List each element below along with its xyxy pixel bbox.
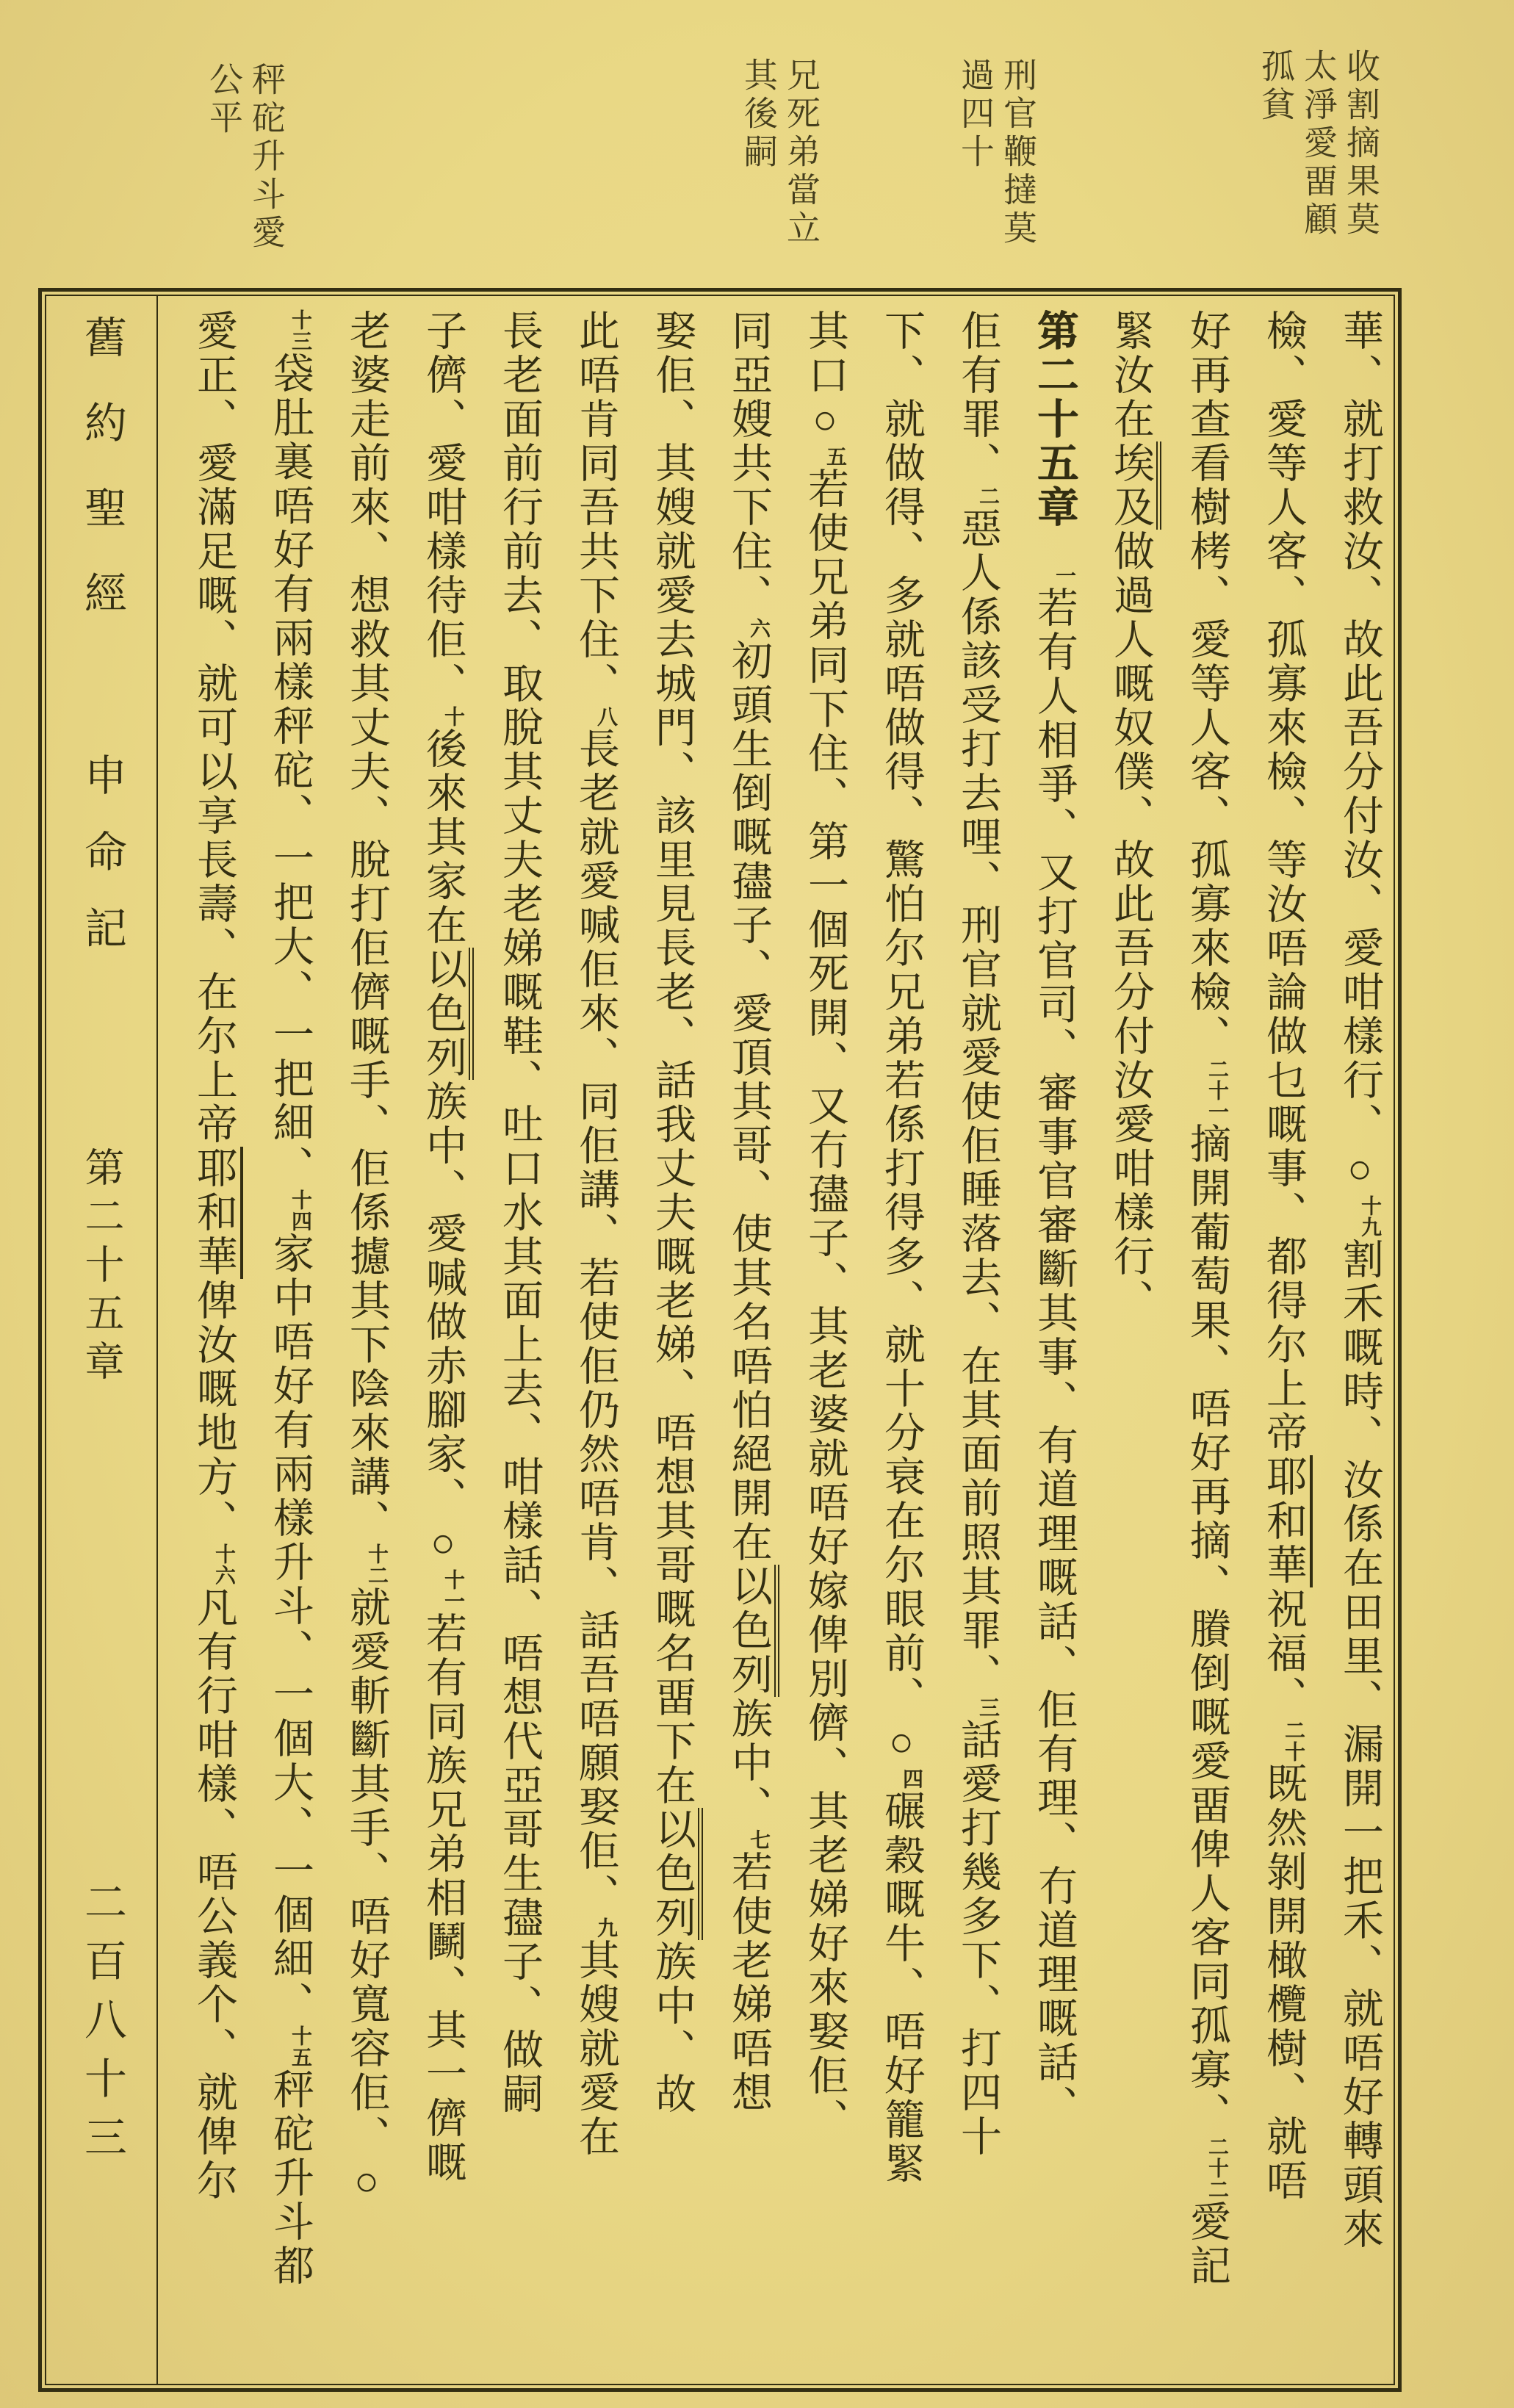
text-run: 既然剝開橄欖樹、就唔 [1261, 1762, 1306, 2203]
margin-note-flogging [949, 57, 1037, 248]
verse-number: 七 [747, 1829, 770, 1850]
verse-number: 十六 [212, 1543, 235, 1586]
margin-note-column: 兄死弟當立 [782, 57, 820, 248]
text-column [1263, 309, 1304, 2376]
text-run: 族中、愛喊做赤腳家、○ [420, 1080, 466, 1569]
text-run: 凡有行咁樣、唔公義个、就俾尔 [191, 1586, 237, 2203]
name-mark: 耶和華 [1261, 1455, 1313, 1587]
text-column [955, 309, 1001, 2376]
text-run: 摘開葡萄果、唔好再摘、賸倒嘅愛畱俾人客同孤寡、 [1184, 1122, 1230, 2136]
spacer [1054, 530, 1055, 565]
name-mark: 耶和華 [191, 1147, 243, 1279]
text-run: 子儕、愛咁樣待佢、 [420, 309, 466, 706]
text-run: 就愛斬斷其手、唔好寬容佢、○ [344, 1586, 389, 2207]
verse-number: 三 [976, 1697, 999, 1718]
text-run: 好再查看樹栲、愛等人客、孤寡來檢、 [1184, 309, 1230, 1059]
chapter-heading: 第二十五章 [1031, 309, 1077, 530]
text-run: 其口○ [802, 309, 848, 446]
chapter-title: 第二十五章 [79, 1147, 123, 1389]
text-run: 檢、愛等人客、孤寡來檢、等汝唔論做乜嘅事、都得尔上帝 [1261, 309, 1306, 1455]
text-run: 此唔肯同吾共下住、 [573, 309, 619, 706]
text-run: 若使老娣唔想 [726, 1850, 771, 2115]
verse-number: 二十一 [1205, 1059, 1228, 1122]
verse-number: 八 [594, 706, 617, 727]
text-column [1031, 309, 1077, 2376]
text-run: 割禾嘅時、汝係在田里、漏開一把禾、就唔好轉頭來 [1337, 1238, 1383, 2252]
text-run: 初頭生倒嘅孻子、愛頂其哥、使其名唔怕絕開在 [726, 639, 771, 1565]
verse-number: 十九 [1358, 1195, 1381, 1238]
verse-number: 二 [976, 486, 999, 507]
text-column [1110, 309, 1151, 2376]
margin-note-column: 其後嗣 [740, 57, 777, 172]
verse-number: 十 [441, 706, 464, 727]
text-column [346, 309, 387, 2376]
body-text [158, 296, 1394, 2384]
text-run: 做過人嘅奴僕、故此吾分付汝愛咁樣行、 [1108, 530, 1153, 1323]
place-mark: 以色列 [420, 948, 474, 1080]
section-title: 申命記 [78, 753, 126, 982]
place-mark: 以色列 [649, 1808, 703, 1940]
text-run: 族中、 [726, 1697, 771, 1829]
text-run: 老婆走前來、想救其丈夫、脫打佢儕嘅手、佢係攄其下陰來講、 [344, 309, 389, 1543]
book-title: 舊約聖經 [78, 315, 126, 656]
verse-number: 四 [900, 1768, 923, 1789]
text-column [728, 309, 769, 2376]
text-run: 祝福、 [1261, 1587, 1306, 1720]
title-column [46, 296, 158, 2384]
text-run: 若使兄弟同下住、第一個死開、又冇孻子、其老婆就唔好嫁俾別儕、其老娣好來娶佢、 [802, 467, 848, 2142]
margin-note-harvest [1250, 48, 1380, 239]
text-run: 緊汝在 [1108, 309, 1153, 441]
verse-number: 十四 [289, 1189, 311, 1232]
text-column [1186, 309, 1228, 2376]
margin-note-column: 太淨愛畱顧 [1299, 48, 1337, 239]
text-run: 長老面前行前去、取脫其丈夫老娣嘅鞋、吐口水其面上去、咁樣話、唔想代亞哥生孻子、做嗣 [497, 309, 542, 2116]
text-run: 若有同族兄弟相鬭、其一儕嘅 [420, 1612, 466, 2185]
place-mark: 埃及 [1108, 441, 1161, 530]
text-run: 佢有罪、 [955, 309, 1001, 486]
margin-note-column: 公平 [205, 62, 242, 138]
text-run: 娶佢、其嫂就愛去城門、該里見長老、話我丈夫嘅老娣、唔想其哥嘅名畱下在 [649, 309, 695, 1808]
text-run: 秤砣升斗都 [267, 2068, 313, 2288]
place-mark: 以色列 [726, 1565, 779, 1697]
margin-note-column: 收割摘果莫 [1342, 48, 1380, 239]
text-column [499, 309, 540, 2376]
verse-number: 九 [594, 1917, 617, 1939]
text-column [267, 309, 313, 2376]
margin-note-levirate [732, 57, 818, 248]
text-run: 俾汝嘅地方、 [191, 1279, 237, 1543]
text-run: 愛記 [1184, 2200, 1230, 2288]
verse-number: 六 [747, 618, 770, 639]
text-column [1337, 309, 1383, 2376]
text-run: 長老就愛喊佢來、同佢講、若使佢仍然唔肯、話吾唔願娶佢、 [573, 727, 619, 1917]
text-column [422, 309, 464, 2376]
verse-number: 十三 [289, 309, 311, 352]
text-run: 後來其家在 [420, 727, 466, 948]
verse-number: 十二 [365, 1543, 388, 1586]
verse-number: 十五 [289, 2025, 311, 2068]
text-run: 家中唔好有兩樣升斗、一個大、一個細、 [267, 1232, 313, 2025]
text-run: 愛正、愛滿足嘅、就可以享長壽、在尔上帝 [191, 309, 237, 1147]
page-frame-inner [45, 295, 1395, 2385]
text-run: 碾穀嘅牛、唔好籠緊 [879, 1789, 924, 2186]
verse-number: 十一 [441, 1569, 464, 1612]
margin-note-column: 秤砣升斗愛 [248, 62, 285, 253]
verse-number: 二十二 [1205, 2136, 1228, 2200]
margin-note-weights [198, 62, 283, 253]
text-run: 若有人相爭、又打官司、審事官審斷其事、有道理嘅話、佢有理、冇道理嘅話、 [1031, 586, 1077, 2129]
verse-number: 一 [1053, 565, 1075, 586]
text-column [881, 309, 922, 2376]
text-run: 其嫂就愛在 [573, 1939, 619, 2159]
verse-number: 五 [823, 446, 846, 467]
page-number: 二百八十三 [78, 1880, 126, 2174]
margin-note-column: 孤貧 [1257, 48, 1294, 125]
text-run: 惡人係該受打去哩、刑官就愛使佢睡落去、在其面前照其罪、 [955, 507, 1001, 1697]
text-run: 族中、故 [649, 1940, 695, 2116]
margin-note-column: 刑官鞭撻莫 [999, 57, 1037, 248]
text-column [191, 309, 237, 2376]
text-column [573, 309, 619, 2376]
margin-note-column: 過四十 [956, 57, 994, 172]
text-column [649, 309, 695, 2376]
text-run: 袋肚裏唔好有兩樣秤砣、一把大、一把細、 [267, 352, 313, 1189]
text-run: 下、就做得、多就唔做得、驚怕尔兄弟若係打得多、就十分衰在尔眼前、○ [879, 309, 924, 1768]
text-run: 話愛打幾多下、打四十 [955, 1718, 1001, 2159]
text-run: 同亞嫂共下住、 [726, 309, 771, 618]
text-column [804, 309, 846, 2376]
text-run: 華、就打救汝、故此吾分付汝、愛咁樣行、○ [1337, 309, 1383, 1195]
page-frame [38, 288, 1402, 2392]
verse-number: 二十 [1282, 1720, 1305, 1762]
